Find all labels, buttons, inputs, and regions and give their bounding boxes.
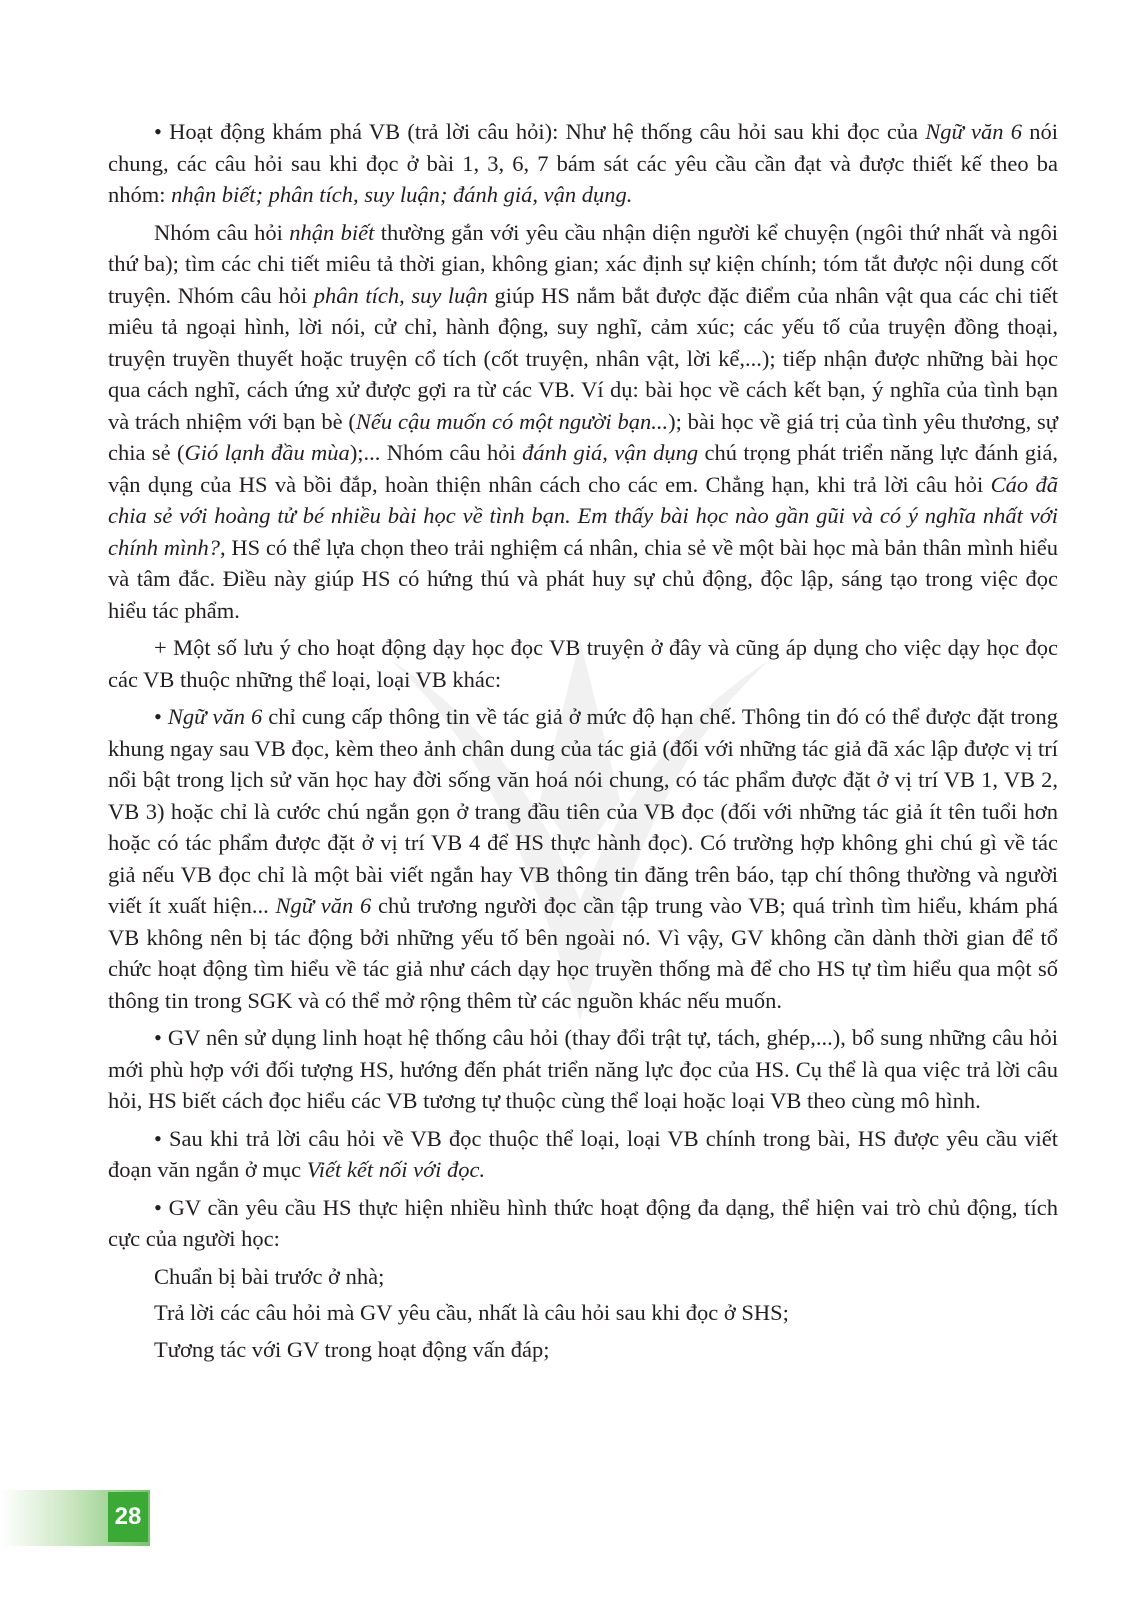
text-segment: chú trọng phát triển năng lực đánh giá, vận dụng của HS và bồi đắp, hoàn thiện nhân cách cho các em. Chẳng hạn, khi trả lời câu hỏi — [108, 440, 1058, 497]
text-segment: • Sau khi trả lời câu hỏi về VB đọc thuộc thể loại, loại VB chính trong bài, HS được yêu cầu viết đoạn văn ngắn ở mục — [108, 1125, 1058, 1182]
text-segment: nói chung, các câu hỏi sau khi đọc ở bài 1, 3, 6, 7 bám sát các yêu cầu cần đạt và được thiết kế theo ba nhóm: — [108, 119, 1058, 207]
italic-text-segment: phân tích, suy luận — [313, 282, 488, 308]
text-segment: giúp HS nắm bắt được đặc điểm của nhân vật qua các chi tiết miêu tả ngoại hình, lời nói, cử chỉ, hành động, suy nghĩ, cảm xúc; các yếu tố của truyện đồng thoại, truyện truyền thuyết hoặc truyện cổ tích (cốt truyện, nhân vật, lời kể,...); tiếp nhận được những bài học qua cách nghĩ, cách ứng xử được gợi ra từ các VB. Ví dụ: bài học về cách kết bạn, ý nghĩa của tình bạn và trách nhiệm với bạn bè ( — [108, 282, 1059, 434]
text-segment: Nhóm câu hỏi — [154, 219, 290, 245]
text-segment: • GV cần yêu cầu HS thực hiện nhiều hình thức hoạt động đa dạng, thể hiện vai trò chủ động, tích cực của người học: — [108, 1194, 1058, 1251]
document-body — [108, 116, 1058, 1370]
italic-text-segment: Gió lạnh đầu mùa — [184, 440, 350, 465]
italic-text-segment: Ngữ văn 6 — [167, 704, 263, 729]
text-segment: chỉ cung cấp thông tin về tác giả ở mức độ hạn chế. Thông tin đó có thể được đặt trong khung ngay sau VB đọc, kèm theo ảnh chân dung của tác giả (đối với những tác giả đã xác lập được vị trí nổi bật trong lịch sử văn học hay đời sống văn hoá nói chung, có tác phẩm được đặt ở vị trí VB 1, VB 2, VB 3) hoặc chỉ là cước chú ngắn gọn ở trang đầu tiên của VB đọc (đối với những tác giả ít tên tuổi hơn hoặc có tác phẩm được đặt ở vị trí VB 4 để HS thực hành đọc). Có trường hợp không ghi chú gì về tác giả nếu VB đọc chỉ là một bài viết ngắn hay VB thông tin đăng trên báo, tạp chí thông thường và người viết ít xuất hiện... — [108, 704, 1059, 918]
text-segment: • — [154, 704, 168, 729]
paragraph-teaching-notes — [108, 632, 1058, 695]
page-number: 28 — [108, 1492, 148, 1542]
text-segment: , HS có thể lựa chọn theo trải nghiệm cá nhân, chia sẻ về một bài học mà bản thân mình hiểu và tâm đắc. Điều này giúp HS có hứng thú và phát huy sự chủ động, độc lập, sáng tạo trong việc đọc hiểu tác phẩm. — [108, 534, 1058, 623]
paragraph-writing-connection — [108, 1123, 1058, 1186]
italic-text-segment: Ngữ văn 6 — [275, 893, 372, 918]
paragraph-flexible-questions — [108, 1022, 1058, 1117]
italic-text-segment: Nếu cậu muốn có một người bạn... — [355, 408, 669, 434]
text-segment: + Một số lưu ý cho hoạt động dạy học đọc VB truyện ở đây và cũng áp dụng cho việc dạy học đọc các VB thuộc những thể loại, loại VB khác: — [108, 635, 1058, 692]
paragraph-student-activities — [108, 1192, 1058, 1255]
italic-text-segment: nhận biết — [289, 219, 375, 245]
paragraph-author-information — [108, 701, 1058, 1016]
text-segment: • GV nên sử dụng linh hoạt hệ thống câu hỏi (thay đổi trật tự, tách, ghép,...), bổ sung những câu hỏi mới phù hợp với đối tượng HS, hướng đến phát triển năng lực đọc của HS. Cụ thể là qua việc trả lời câu hỏi, HS biết cách đọc hiểu các VB tương tự thuộc cùng thể loại hoặc loại VB theo cùng mô hình. — [108, 1025, 1058, 1113]
italic-text-segment: đánh giá, vận dụng — [522, 440, 699, 465]
text-segment: thường gắn với yêu cầu nhận diện người kể chuyện (ngôi thứ nhất và ngôi thứ ba); tìm các chi tiết miêu tả thời gian, không gian; xác định sự kiện chính; tóm tắt được nội dung cốt truyện. Nhóm câu hỏi — [108, 219, 1058, 308]
italic-text-segment: nhận biết; phân tích, suy luận; đánh giá, vận dụng. — [171, 182, 633, 207]
list-item: Chuẩn bị bài trước ở nhà; — [154, 1263, 385, 1289]
text-segment: • Hoạt động khám phá VB (trả lời câu hỏi): Như hệ thống câu hỏi sau khi đọc của — [154, 119, 926, 144]
list-item: Trả lời các câu hỏi mà GV yêu cầu, nhất là câu hỏi sau khi đọc ở SHS; — [154, 1300, 789, 1325]
italic-text-segment: Cáo đã chia sẻ với hoàng tử bé nhiều bài học về tình bạn. Em thấy bài học nào gần gũi và có ý nghĩa nhất với chính mình? — [108, 471, 1059, 560]
text-segment: ); bài học về giá trị của tình yêu thương, sự chia sẻ ( — [108, 408, 1059, 465]
text-segment: chủ trương người đọc cần tập trung vào VB; quá trình tìm hiểu, khám phá VB không nên bị tác động bởi những yếu tố bên ngoài nó. Vì vậy, GV không cần dành thời gian để tổ chức hoạt động tìm hiểu về tác giả như cách dạy học truyền thống mà để cho HS tự tìm hiểu qua một số thông tin trong SGK và có thể mở rộng thêm từ các nguồn khác nếu muốn. — [108, 893, 1059, 1013]
list-item: Tương tác với GV trong hoạt động vấn đáp; — [154, 1336, 550, 1362]
italic-text-segment: Ngữ văn 6 — [925, 119, 1023, 144]
italic-text-segment: Viết kết nối với đọc. — [306, 1157, 486, 1182]
paragraph-question-groups — [108, 217, 1058, 627]
text-segment: );... Nhóm câu hỏi — [349, 440, 523, 465]
paragraph-explore-activity — [108, 116, 1058, 211]
